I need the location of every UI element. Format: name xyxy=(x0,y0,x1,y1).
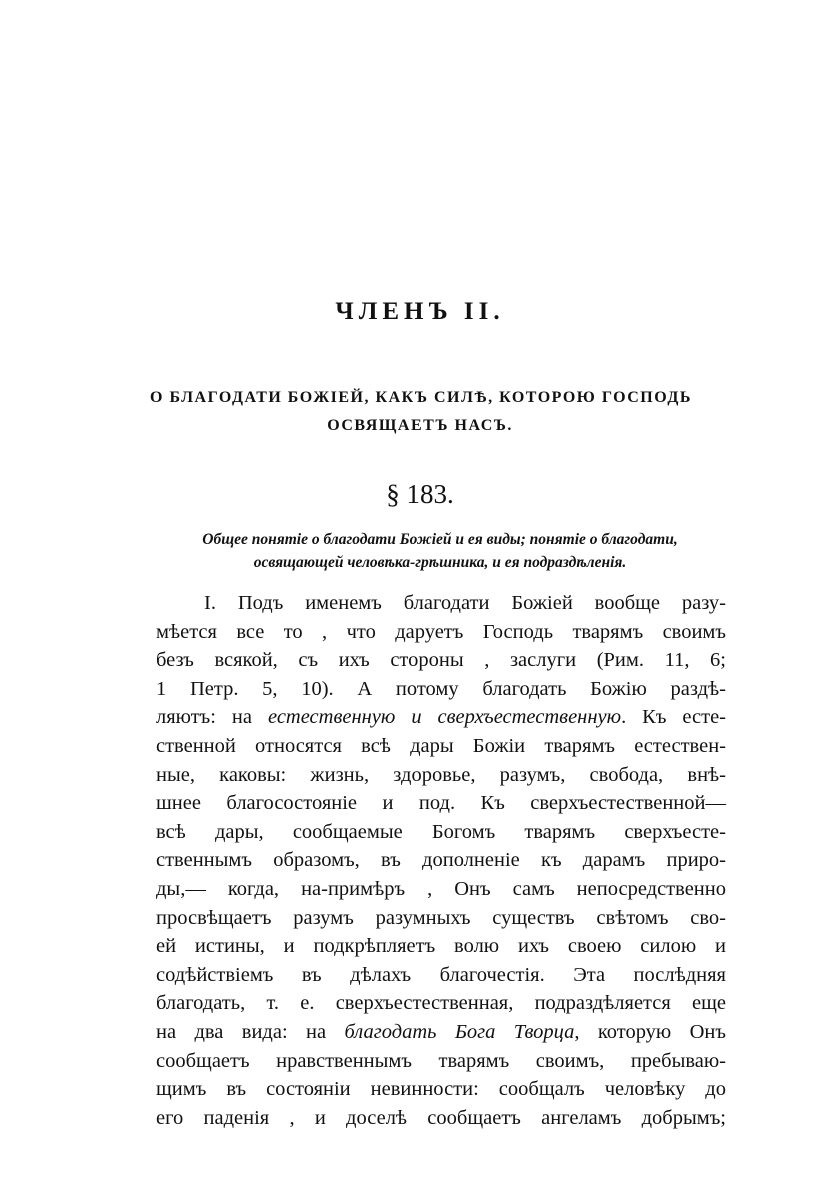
emphasis-text: благодать Бога Творца xyxy=(344,1020,575,1043)
body-line: ственной относятся всѣ дары Божіи тварямъ естествен- xyxy=(156,734,726,757)
body-line: благодать, т. е. сверхъестественная, подраздѣляется еще xyxy=(156,992,726,1015)
section-heading-line-2: ОСВЯЩАЕТЪ НАСЪ. xyxy=(327,417,513,434)
body-line: щимъ въ состояніи невинности: сообщалъ человѣку до xyxy=(156,1078,726,1101)
body-line: 1 Петр. 5, 10). А потому благодать Божію раздѣ- xyxy=(156,677,726,700)
emphasis-text: естественную и сверхъестественную xyxy=(267,706,622,729)
body-line: содѣйствіемъ въ дѣлахъ благочестія. Эта послѣдняя xyxy=(156,963,726,986)
body-line: просвѣщаетъ разумъ разумныхъ существъ свѣтомъ сво- xyxy=(156,906,726,929)
body-line: ды,— когда, на-примѣръ , Онъ самъ непосредственно xyxy=(156,877,726,900)
body-paragraph xyxy=(156,589,726,1132)
body-line xyxy=(156,1018,726,1047)
body-line: всѣ дары, сообщаемые Богомъ тварямъ сверхъесте- xyxy=(156,820,726,843)
body-text-run: на два вида: на xyxy=(156,1020,345,1043)
body-text-run: . Къ есте- xyxy=(621,706,727,729)
body-line: его паденія , и доселѣ сообщаетъ ангеламъ добрымъ; xyxy=(156,1106,726,1129)
paragraph-number: § 183. xyxy=(386,479,454,509)
summary-line-1: Общее понятіе о благодати Божіей и ея виды; понятіе о благодати, xyxy=(202,531,678,548)
body-text-run: , которую Онъ xyxy=(574,1020,727,1043)
body-line: I. Подъ именемъ благодати Божіей вообще разу- xyxy=(204,592,726,614)
body-line: ей истины, и подкрѣпляетъ волю ихъ своею силою и xyxy=(156,935,726,958)
section-heading-line-1: О БЛАГОДАТИ БОЖІЕЙ, КАКЪ СИЛѢ, КОТОРОЮ ГОСПОДЬ xyxy=(150,389,692,406)
section-heading xyxy=(150,384,690,440)
chapter-title: ЧЛЕНЪ II. xyxy=(335,298,505,325)
section-summary xyxy=(150,528,730,574)
body-line: сообщаетъ нравственнымъ тварямъ своимъ, пребываю- xyxy=(156,1049,726,1072)
body-text-run: ляютъ: на xyxy=(156,706,268,729)
summary-line-2: освящающей человѣка-грѣшника, и ея подраздѣленія. xyxy=(253,554,627,571)
body-line: шнее благосостояніе и под. Къ сверхъестественной— xyxy=(156,792,726,815)
body-line: ственнымъ образомъ, въ дополненіе къ дарамъ приро- xyxy=(156,849,726,872)
body-line: ные, каковы: жизнь, здоровье, разумъ, свобода, внѣ- xyxy=(156,763,726,786)
body-line: безъ всякой, съ ихъ стороны , заслуги (Рим. 11, 6; xyxy=(156,649,726,672)
body-line xyxy=(156,703,726,732)
body-line: мѣется все то , что даруетъ Господь тварямъ своимъ xyxy=(156,620,726,643)
